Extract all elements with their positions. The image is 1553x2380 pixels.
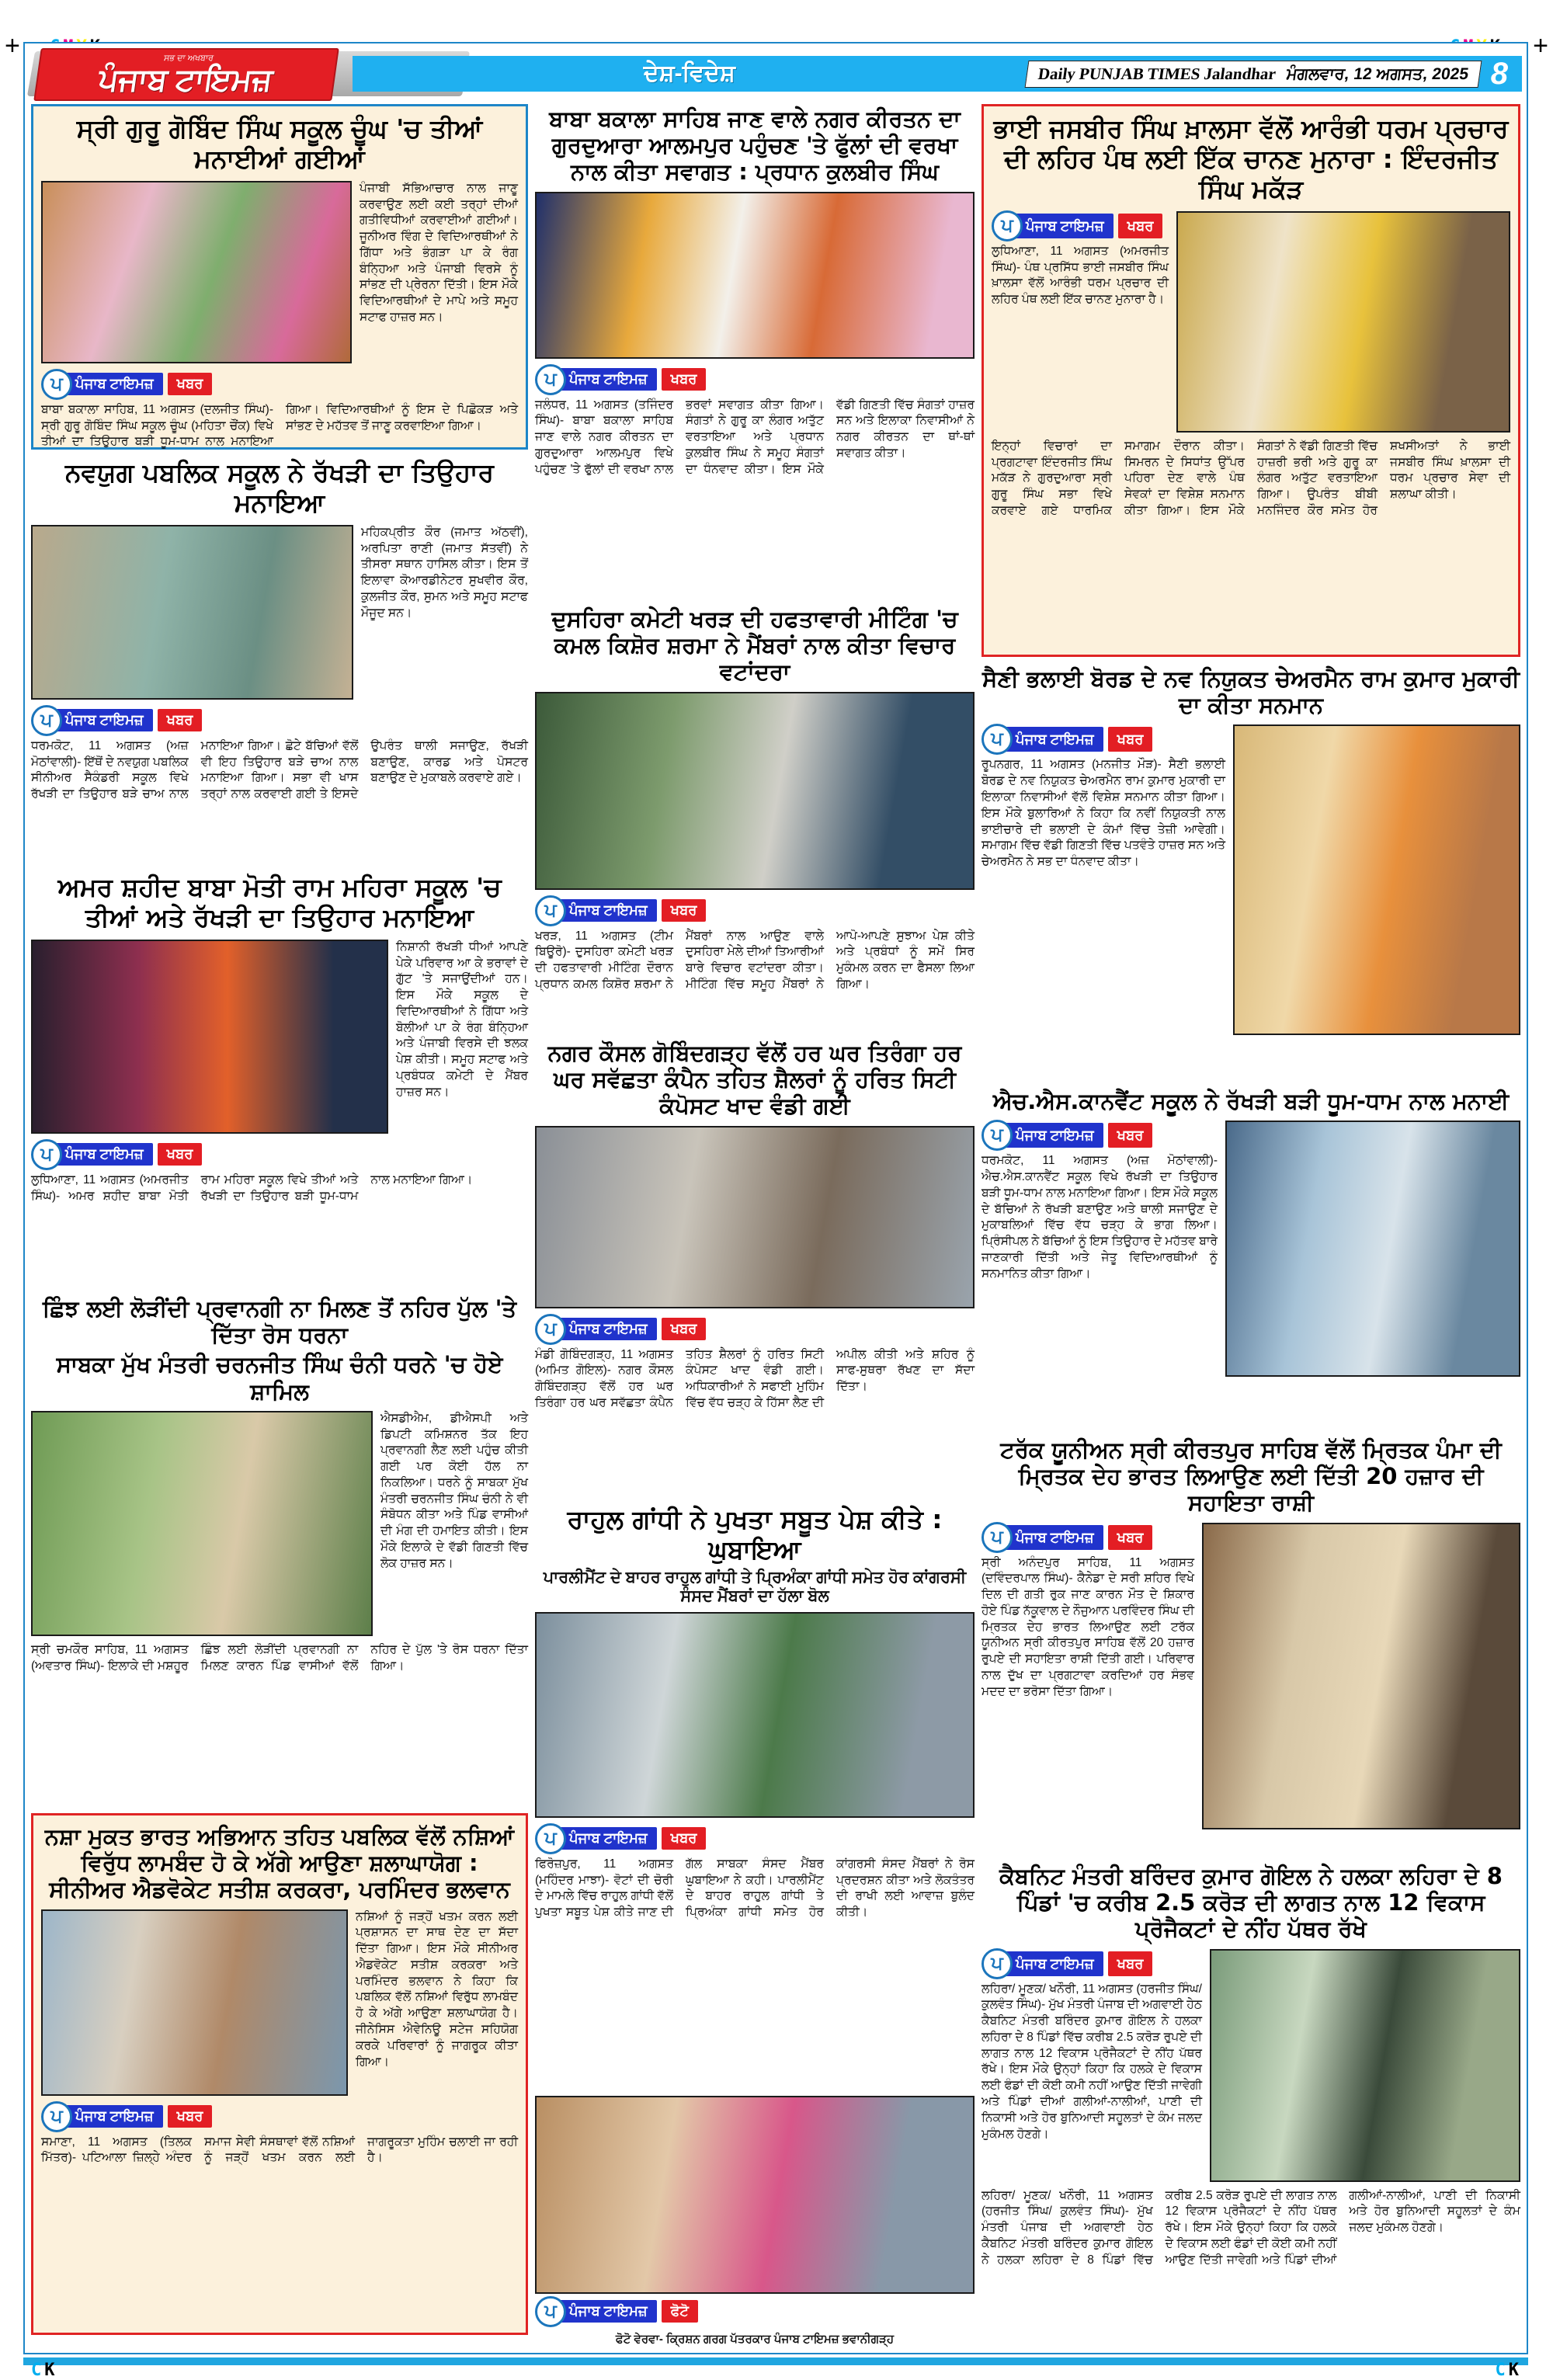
section-title: ਦੇਸ਼-ਵਿਦੇਸ਼ [643,61,735,86]
article-r1-photo [1176,211,1510,433]
column-middle [535,104,975,2345]
article-r1-body: ਇਨ੍ਹਾਂ ਵਿਚਾਰਾਂ ਦਾ ਪ੍ਰਗਟਾਵਾ ਇੰਦਰਜੀਤ ਸਿੰਘ ਮਕੱੜ ਨੇ ਗੁਰਦੁਆਰਾ ਸ੍ਰੀ ਗੁਰੂ ਸਿੰਘ ਸਭਾ ਵਿਖੇ ਕਰਵਾਏ ਗਏ ਧਾਰਮਿਕ ਸਮਾਗਮ ਦੌਰਾਨ ਕੀਤਾ। ਸਿਮਰਨ ਦੇ ਸਿਧਾਂਤ ਉੱਪਰ ਪਹਿਰਾ ਦੇਣ ਵਾਲੇ ਪੰਥ ਸੇਵਕਾਂ ਦਾ ਵਿਸ਼ੇਸ਼ ਸਨਮਾਨ ਕੀਤਾ ਗਿਆ। ਇਸ ਮੌਕੇ ਸੰਗਤਾਂ ਨੇ ਵੱਡੀ ਗਿਣਤੀ ਵਿੱਚ ਹਾਜ਼ਰੀ ਭਰੀ ਅਤੇ ਗੁਰੂ ਕਾ ਲੰਗਰ ਅਤੁੱਟ ਵਰਤਾਇਆ ਗਿਆ। ਉਪਰੰਤ ਬੀਬੀ ਮਨਜਿੰਦਰ ਕੌਰ ਸਮੇਤ ਹੋਰ ਸ਼ਖਸੀਅਤਾਂ ਨੇ ਭਾਈ ਜਸਬੀਰ ਸਿੰਘ ਖ਼ਾਲਸਾ ਦੀ ਧਰਮ ਪ੍ਰਚਾਰ ਸੇਵਾ ਦੀ ਸ਼ਲਾਘਾ ਕੀਤੀ। [992,439,1510,517]
article-r2-photo [1233,724,1520,1035]
article-r5-headline: ਕੈਬਨਿਟ ਮੰਤਰੀ ਬਰਿੰਦਰ ਕੁਮਾਰ ਗੋਇਲ ਨੇ ਹਲਕਾ ਲਹਿਰਾ ਦੇ 8 ਪਿੰਡਾਂ 'ਚ ਕਰੀਬ 2.5 ਕਰੋੜ ਦੀ ਲਾਗਤ ਨਾਲ 12 ਵਿਕਾਸ ਪ੍ਰੋਜੈਕਟਾਂ ਦੇ ਨੀਂਹ ਪੱਥਰ ਰੱਖੇ [999,1863,1503,1943]
article-r3-photo [1225,1121,1520,1377]
article-m3-body: ਮੰਡੀ ਗੋਬਿੰਦਗੜ੍ਹ, 11 ਅਗਸਤ (ਅਮਿਤ ਗੋਇਲ)- ਨਗਰ ਕੌਸਲ ਗੋਬਿੰਦਗੜ੍ਹ ਵੱਲੋਂ ਹਰ ਘਰ ਤਿਰੰਗਾ ਹਰ ਘਰ ਸਵੱਛਤਾ ਕੰਪੈਨ ਤਹਿਤ ਸ਼ੈਲਰਾਂ ਨੂੰ ਹਰਿਤ ਸਿਟੀ ਕੰਪੋਸਟ ਖਾਦ ਵੰਡੀ ਗਈ। ਅਧਿਕਾਰੀਆਂ ਨੇ ਸਫਾਈ ਮੁਹਿੰਮ ਵਿੱਚ ਵੱਧ ਚੜ੍ਹ ਕੇ ਹਿੱਸਾ ਲੈਣ ਦੀ ਅਪੀਲ ਕੀਤੀ ਅਤੇ ਸ਼ਹਿਰ ਨੂੰ ਸਾਫ-ਸੁਥਰਾ ਰੱਖਣ ਦਾ ਸੱਦਾ ਦਿੱਤਾ। [535,1347,975,1409]
article-r5-lede: ਲਹਿਰਾ/ ਮੂਣਕ/ ਖਨੌਰੀ, 11 ਅਗਸਤ (ਹਰਜੀਤ ਸਿੰਘ/ ਕੁਲਵੰਤ ਸਿੰਘ)- ਮੁੱਖ ਮੰਤਰੀ ਪੰਜਾਬ ਦੀ ਅਗਵਾਈ ਹੇਠ ਕੈਬਨਿਟ ਮੰਤਰੀ ਬਰਿੰਦਰ ਕੁਮਾਰ ਗੋਇਲ ਨੇ ਹਲਕਾ ਲਹਿਰਾ ਦੇ 8 ਪਿੰਡਾਂ ਵਿੱਚ ਕਰੀਬ 2.5 ਕਰੋੜ ਰੁਪਏ ਦੀ ਲਾਗਤ ਨਾਲ 12 ਵਿਕਾਸ ਪ੍ਰੋਜੈਕਟਾਂ ਦੇ ਨੀਂਹ ਪੱਥਰ ਰੱਖੇ। ਇਸ ਮੌਕੇ ਉਨ੍ਹਾਂ ਕਿਹਾ ਕਿ ਹਲਕੇ ਦੇ ਵਿਕਾਸ ਲਈ ਫੰਡਾਂ ਦੀ ਕੋਈ ਕਮੀ ਨਹੀਂ ਆਉਣ ਦਿੱਤੀ ਜਾਵੇਗੀ ਅਤੇ ਪਿੰਡਾਂ ਦੀਆਂ ਗਲੀਆਂ-ਨਾਲੀਆਂ, ਪਾਣੀ ਦੀ ਨਿਕਾਸੀ ਅਤੇ ਹੋਰ ਬੁਨਿਆਦੀ ਸਹੂਲਤਾਂ ਦੇ ਕੰਮ ਜਲਦ ਮੁਕੰਮਲ ਹੋਣਗੇ। [981,1982,1202,2141]
badge-news: ਖਬਰ [1108,727,1153,752]
badge-news: ਖਬਰ [1108,1123,1153,1148]
article-l1-body: ਬਾਬਾ ਬਕਾਲਾ ਸਾਹਿਬ, 11 ਅਗਸਤ (ਦਲਜੀਤ ਸਿੰਘ)- ਸ੍ਰੀ ਗੁਰੂ ਗੋਬਿੰਦ ਸਿੰਘ ਸਕੂਲ ਚੂੰਘ (ਮਹਿਤਾ ਚੌਂਕ) ਵਿਖੇ ਤੀਆਂ ਦਾ ਤਿਉਹਾਰ ਬੜੀ ਧੂਮ-ਧਾਮ ਨਾਲ ਮਨਾਇਆ ਗਿਆ। ਵਿਦਿਆਰਥੀਆਂ ਨੂੰ ਇਸ ਦੇ ਪਿਛੋਕੜ ਅਤੇ ਸਾਂਭਣ ਦੇ ਮਹੱਤਵ ਤੋਂ ਜਾਣੂ ਕਰਵਾਇਆ ਗਿਆ। [41,402,518,449]
article-m2-photo [535,692,975,890]
article-l2-body: ਧਰਮਕੋਟ, 11 ਅਗਸਤ (ਅਜ਼ ਮੋਠਾਂਵਾਲੀ)- ਇੱਥੋਂ ਦੇ ਨਵਯੁਗ ਪਬਲਿਕ ਸੀਨੀਅਰ ਸੈਕੰਡਰੀ ਸਕੂਲ ਵਿਖੇ ਰੱਖੜੀ ਦਾ ਤਿਉਹਾਰ ਬੜੇ ਚਾਅ ਨਾਲ ਮਨਾਇਆ ਗਿਆ। ਛੋਟੇ ਬੱਚਿਆਂ ਵੱਲੋਂ ਵੀ ਇਹ ਤਿਉਹਾਰ ਬੜੇ ਚਾਅ ਨਾਲ ਮਨਾਇਆ ਗਿਆ। ਸਭਾ ਵੀ ਖਾਸ ਤਰ੍ਹਾਂ ਨਾਲ ਕਰਵਾਈ ਗਈ ਤੇ ਇਸਦੇ ਉਪਰੰਤ ਥਾਲੀ ਸਜਾਉਣ, ਰੱਖੜੀ ਬਣਾਉਣ, ਕਾਰਡ ਅਤੇ ਪੋਸਟਰ ਬਣਾਉਣ ਦੇ ਮੁਕਾਬਲੇ ਕਰਵਾਏ ਗਏ। [31,738,528,801]
section-bar [353,56,1522,92]
badge-news: ਖਬਰ [168,2105,213,2128]
article-r1-sidetext [992,211,1169,433]
ck-mark-bottom-left: CK [31,2361,58,2380]
punjab-times-news-badge [535,367,706,393]
article-r1-lede: ਲੁਧਿਆਣਾ, 11 ਅਗਸਤ (ਅਮਰਜੀਤ ਸਿੰਘ)- ਪੰਥ ਪ੍ਰਸਿੱਧ ਭਾਈ ਜਸਬੀਰ ਸਿੰਘ ਖ਼ਾਲਸਾ ਵੱਲੋਂ ਆਰੰਭੀ ਧਰਮ ਪ੍ਰਚਾਰ ਦੀ ਲਹਿਰ ਪੰਥ ਲਈ ਇੱਕ ਚਾਨਣ ਮੁਨਾਰਾ ਹੈ। [992,244,1169,307]
article-l3-sidetext: ਨਿਸ਼ਾਨੀ ਰੱਖੜੀ ਧੀਆਂ ਆਪਣੇ ਪੇਕੇ ਪਰਿਵਾਰ ਆ ਕੇ ਭਰਾਵਾਂ ਦੇ ਗੁੱਟ 'ਤੇ ਸਜਾਉਂਦੀਆਂ ਹਨ। ਇਸ ਮੌਕੇ ਸਕੂਲ ਦੇ ਵਿਦਿਆਰਥੀਆਂ ਨੇ ਗਿੱਧਾ ਅਤੇ ਬੋਲੀਆਂ ਪਾ ਕੇ ਰੰਗ ਬੰਨ੍ਹਿਆ ਅਤੇ ਪੰਜਾਬੀ ਵਿਰਸੇ ਦੀ ਝਲਕ ਪੇਸ਼ ਕੀਤੀ। ਸਮੂਹ ਸਟਾਫ ਅਤੇ ਪ੍ਰਬੰਧਕ ਕਮੇਟੀ ਦੇ ਮੈਂਬਰ ਹਾਜ਼ਰ ਸਨ। [396,940,528,1099]
article-l1-headline: ਸ੍ਰੀ ਗੁਰੂ ਗੋਬਿੰਦ ਸਿੰਘ ਸਕੂਲ ਚੂੰਘ 'ਚ ਤੀਆਂ ਮਨਾਈਆਂ ਗਈਆਂ [76,113,483,174]
article-m4 [535,1503,975,2346]
article-r3-sidetext [981,1121,1218,1377]
badge-news: ਖਬਰ [1118,214,1163,238]
article-m4-subhead: ਪਾਰਲੀਮੈਂਟ ਦੇ ਬਾਹਰ ਰਾਹੁਲ ਗਾਂਧੀ ਤੇ ਪ੍ਰਿਅੰਕਾ ਗਾਂਧੀ ਸਮੇਤ ਹੋਰ ਕਾਂਗਰਸੀ ਸੰਸਦ ਮੈਂਬਰਾਂ ਦਾ ਹੱਲਾ ਬੋਲ [543,1568,967,1605]
masthead-tagline: ਸਭ ਦਾ ਅਖਬਾਰ [163,53,214,63]
article-m4-photo [535,1612,975,1818]
punjab-times-logo-icon: ਪ [535,2296,566,2327]
article-r5-body: ਲਹਿਰਾ/ ਮੂਣਕ/ ਖਨੌਰੀ, 11 ਅਗਸਤ (ਹਰਜੀਤ ਸਿੰਘ/ ਕੁਲਵੰਤ ਸਿੰਘ)- ਮੁੱਖ ਮੰਤਰੀ ਪੰਜਾਬ ਦੀ ਅਗਵਾਈ ਹੇਠ ਕੈਬਨਿਟ ਮੰਤਰੀ ਬਰਿੰਦਰ ਕੁਮਾਰ ਗੋਇਲ ਨੇ ਹਲਕਾ ਲਹਿਰਾ ਦੇ 8 ਪਿੰਡਾਂ ਵਿੱਚ ਕਰੀਬ 2.5 ਕਰੋੜ ਰੁਪਏ ਦੀ ਲਾਗਤ ਨਾਲ 12 ਵਿਕਾਸ ਪ੍ਰੋਜੈਕਟਾਂ ਦੇ ਨੀਂਹ ਪੱਥਰ ਰੱਖੇ। ਇਸ ਮੌਕੇ ਉਨ੍ਹਾਂ ਕਿਹਾ ਕਿ ਹਲਕੇ ਦੇ ਵਿਕਾਸ ਲਈ ਫੰਡਾਂ ਦੀ ਕੋਈ ਕਮੀ ਨਹੀਂ ਆਉਣ ਦਿੱਤੀ ਜਾਵੇਗੀ ਅਤੇ ਪਿੰਡਾਂ ਦੀਆਂ ਗਲੀਆਂ-ਨਾਲੀਆਂ, ਪਾਣੀ ਦੀ ਨਿਕਾਸੀ ਅਤੇ ਹੋਰ ਬੁਨਿਆਦੀ ਸਹੂਲਤਾਂ ਦੇ ਕੰਮ ਜਲਦ ਮੁਕੰਮਲ ਹੋਣਗੇ। [981,2188,1520,2267]
article-r2-lede: ਰੂਪਨਗਰ, 11 ਅਗਸਤ (ਮਨਜੀਤ ਮੌੜ)- ਸੈਣੀ ਭਲਾਈ ਬੋਰਡ ਦੇ ਨਵ ਨਿਯੁਕਤ ਚੇਅਰਮੈਨ ਰਾਮ ਕੁਮਾਰ ਮੁਕਾਰੀ ਦਾ ਇਲਾਕਾ ਨਿਵਾਸੀਆਂ ਵੱਲੋਂ ਵਿਸ਼ੇਸ਼ ਸਨਮਾਨ ਕੀਤਾ ਗਿਆ। ਇਸ ਮੌਕੇ ਬੁਲਾਰਿਆਂ ਨੇ ਕਿਹਾ ਕਿ ਨਵੀਂ ਨਿਯੁਕਤੀ ਨਾਲ ਭਾਈਚਾਰੇ ਦੀ ਭਲਾਈ ਦੇ ਕੰਮਾਂ ਵਿੱਚ ਤੇਜ਼ੀ ਆਵੇਗੀ। ਸਮਾਗਮ ਵਿੱਚ ਵੱਡੀ ਗਿਣਤੀ ਵਿੱਚ ਪਤਵੰਤੇ ਹਾਜ਼ਰ ਸਨ ਅਤੇ ਚੇਅਰਮੈਨ ਨੇ ਸਭ ਦਾ ਧੰਨਵਾਦ ਕੀਤਾ। [981,758,1225,869]
masthead [33,48,339,101]
article-r2-headline: ਸੈਣੀ ਭਲਾਈ ਬੋਰਡ ਦੇ ਨਵ ਨਿਯੁਕਤ ਚੇਅਰਮੈਨ ਰਾਮ ਕੁਮਾਰ ਮੁਕਾਰੀ ਦਾ ਕੀਤਾ ਸਨਮਾਨ [982,665,1520,719]
article-m2-body: ਖਰੜ, 11 ਅਗਸਤ (ਟੀਮ ਬਿਊਰੋ)- ਦੁਸਹਿਰਾ ਕਮੇਟੀ ਖਰੜ ਦੀ ਹਫਤਾਵਾਰੀ ਮੀਟਿੰਗ ਦੌਰਾਨ ਪ੍ਰਧਾਨ ਕਮਲ ਕਿਸ਼ੋਰ ਸ਼ਰਮਾ ਨੇ ਮੈਂਬਰਾਂ ਨਾਲ ਆਉਣ ਵਾਲੇ ਦੁਸਹਿਰਾ ਮੇਲੇ ਦੀਆਂ ਤਿਆਰੀਆਂ ਬਾਰੇ ਵਿਚਾਰ ਵਟਾਂਦਰਾ ਕੀਤਾ। ਮੀਟਿੰਗ ਵਿੱਚ ਸਮੂਹ ਮੈਂਬਰਾਂ ਨੇ ਆਪੋ-ਆਪਣੇ ਸੁਝਾਅ ਪੇਸ਼ ਕੀਤੇ ਅਤੇ ਪ੍ਰਬੰਧਾਂ ਨੂੰ ਸਮੇਂ ਸਿਰ ਮੁਕੰਮਲ ਕਰਨ ਦਾ ਫੈਸਲਾ ਲਿਆ ਗਿਆ। [535,929,975,991]
article-m1-photo [535,192,975,359]
bottom-rule [23,2357,1528,2365]
article-l4-photo [31,1411,373,1636]
article-l2-photo [31,525,353,700]
punjab-times-photo-badge [535,2298,698,2325]
punjab-times-news-badge [535,898,706,924]
article-r4-photo [1202,1523,1520,1829]
badge-brand: ਪੰਜਾਬ ਟਾਇਮਜ਼ [1013,214,1114,238]
article-l4-body: ਸ੍ਰੀ ਚਮਕੌਰ ਸਾਹਿਬ, 11 ਅਗਸਤ (ਅਵਤਾਰ ਸਿੰਘ)- ਇਲਾਕੇ ਦੀ ਮਸ਼ਹੂਰ ਛਿੰਝ ਲਈ ਲੋੜੀਂਦੀ ਪ੍ਰਵਾਨਗੀ ਨਾ ਮਿਲਣ ਕਾਰਨ ਪਿੰਡ ਵਾਸੀਆਂ ਵੱਲੋਂ ਨਹਿਰ ਦੇ ਪੁੱਲ 'ਤੇ ਰੋਸ ਧਰਨਾ ਦਿੱਤਾ ਗਿਆ। [31,1642,528,1673]
badge-news: ਖਬਰ [158,1143,203,1166]
article-l1-sidetext: ਪੰਜਾਬੀ ਸੱਭਿਆਚਾਰ ਨਾਲ ਜਾਣੂ ਕਰਵਾਉਣ ਲਈ ਕਈ ਤਰ੍ਹਾਂ ਦੀਆਂ ਗਤੀਵਿਧੀਆਂ ਕਰਵਾਈਆਂ ਗਈਆਂ। ਜੂਨੀਅਰ ਵਿੰਗ ਦੇ ਵਿਦਿਆਰਥੀਆਂ ਨੇ ਗਿੱਧਾ ਅਤੇ ਭੰਗੜਾ ਪਾ ਕੇ ਰੰਗ ਬੰਨ੍ਹਿਆ ਅਤੇ ਪੰਜਾਬੀ ਵਿਰਸੇ ਨੂੰ ਸਾਂਭਣ ਦੀ ਪ੍ਰੇਰਨਾ ਦਿੱਤੀ। ਇਸ ਮੌਕੇ ਵਿਦਿਆਰਥੀਆਂ ਦੇ ਮਾਪੇ ਅਤੇ ਸਮੂਹ ਸਟਾਫ ਹਾਜ਼ਰ ਸਨ। [360,181,518,324]
article-m4-body: ਫਿਰੋਜ਼ਪੁਰ, 11 ਅਗਸਤ (ਮਹਿੰਦਰ ਮਾਝਾ)- ਵੋਟਾਂ ਦੀ ਚੋਰੀ ਦੇ ਮਾਮਲੇ ਵਿੱਚ ਰਾਹੁਲ ਗਾਂਧੀ ਵੱਲੋਂ ਪੁਖਤਾ ਸਬੂਤ ਪੇਸ਼ ਕੀਤੇ ਜਾਣ ਦੀ ਗੱਲ ਸਾਬਕਾ ਸੰਸਦ ਮੈਂਬਰ ਘੁਬਾਇਆ ਨੇ ਕਹੀ। ਪਾਰਲੀਮੈਂਟ ਦੇ ਬਾਹਰ ਰਾਹੁਲ ਗਾਂਧੀ ਤੇ ਪ੍ਰਿਅੰਕਾ ਗਾਂਧੀ ਸਮੇਤ ਹੋਰ ਕਾਂਗਰਸੀ ਸੰਸਦ ਮੈਂਬਰਾਂ ਨੇ ਰੋਸ ਪ੍ਰਦਰਸ਼ਨ ਕੀਤਾ ਅਤੇ ਲੋਕਤੰਤਰ ਦੀ ਰਾਖੀ ਲਈ ਆਵਾਜ਼ ਬੁਲੰਦ ਕੀਤੀ। [535,1857,975,1920]
badge-brand: ਪੰਜਾਬ ਟਾਇਮਜ਼ [1003,727,1103,752]
punjab-times-news-badge [981,1951,1152,1977]
article-r2-sidetext [981,724,1225,1035]
edition-date: ਮੰਗਲਵਾਰ, 12 ਅਗਸਤ, 2025 [1285,64,1470,82]
badge-brand: ਪੰਜਾਬ ਟਾਇਮਜ਼ [1003,1525,1103,1550]
punjab-times-news-badge [535,1826,706,1852]
column-right [981,104,1520,2345]
badge-news: ਖਬਰ [1108,1951,1153,1976]
article-m3-photo [535,1126,975,1308]
article-m1 [535,104,975,597]
article-l5-body: ਸਮਾਣਾ, 11 ਅਗਸਤ (ਤਿਲਕ ਮਿੱਤਰ)- ਪਟਿਆਲਾ ਜ਼ਿਲ੍ਹੇ ਅੰਦਰ ਸਮਾਜ ਸੇਵੀ ਸੰਸਥਾਵਾਂ ਵੱਲੋਂ ਨਸ਼ਿਆਂ ਨੂੰ ਜੜ੍ਹੋਂ ਖਤਮ ਕਰਨ ਲਈ ਜਾਗਰੂਕਤਾ ਮੁਹਿੰਮ ਚਲਾਈ ਜਾ ਰਹੀ ਹੈ। [41,2135,518,2165]
article-r4 [981,1435,1520,1854]
article-m3 [535,1038,975,1496]
badge-brand: ਪੰਜਾਬ ਟਾਇਮਜ਼ [1003,1951,1103,1976]
column-left [31,104,528,2345]
article-r5-photo [1210,1949,1520,2182]
article-r5 [981,1861,1520,2339]
article-l2 [31,457,528,864]
punjab-times-news-badge [41,2104,212,2130]
article-l5-photo [41,1909,348,2096]
article-m4-photo-caption: ਫੋਟੋ ਵੇਰਵਾ- ਕ੍ਰਿਸ਼ਨ ਗਰਗ ਪੱਤਰਕਾਰ ਪੰਜਾਬ ਟਾਇਮਜ਼ ਭਵਾਨੀਗੜ੍ਹ [615,2332,895,2346]
article-r2 [981,664,1520,1079]
article-l1 [31,104,528,450]
badge-photo: ਫੋਟੋ [662,2300,698,2323]
ck-mark-bottom-right: CK [1495,2361,1522,2380]
punjab-times-logo-icon: ਪ [992,210,1023,241]
article-m1-headline: ਬਾਬਾ ਬਕਾਲਾ ਸਾਹਿਬ ਜਾਣ ਵਾਲੇ ਨਗਰ ਕੀਰਤਨ ਦਾ ਗੁਰਦੁਆਰਾ ਆਲਮਪੁਰ ਪਹੁੰਚਣ 'ਤੇ ਫੁੱਲਾਂ ਦੀ ਵਰਖਾ ਨਾਲ ਕੀਤਾ ਸਵਾਗਤ : ਪ੍ਰਧਾਨ ਕੁਲਬੀਰ ਸਿੰਘ [549,106,961,186]
punjab-times-logo-icon: ਪ [535,364,566,395]
article-l5-headline: ਨਸ਼ਾ ਮੁਕਤ ਭਾਰਤ ਅਭਿਆਨ ਤਹਿਤ ਪਬਲਿਕ ਵੱਲੋਂ ਨਸ਼ਿਆਂ ਵਿਰੁੱਧ ਲਾਮਬੰਦ ਹੋ ਕੇ ਅੱਗੇ ਆਉਣਾ ਸ਼ਲਾਘਾਯੋਗ : ਸੀਨੀਅਰ ਐਡਵੋਕੇਟ ਸਤੀਸ਼ ਕਰਕਰਾ, ਪਰਮਿੰਦਰ ਭਲਵਾਨ [44,1823,515,1903]
article-m1-body: ਜਲੰਧਰ, 11 ਅਗਸਤ (ਤਜਿੰਦਰ ਸਿੰਘ)- ਬਾਬਾ ਬਕਾਲਾ ਸਾਹਿਬ ਜਾਣ ਵਾਲੇ ਨਗਰ ਕੀਰਤਨ ਦਾ ਗੁਰਦੁਆਰਾ ਆਲਮਪੁਰ ਵਿਖੇ ਪਹੁੰਚਣ 'ਤੇ ਫੁੱਲਾਂ ਦੀ ਵਰਖਾ ਨਾਲ ਭਰਵਾਂ ਸਵਾਗਤ ਕੀਤਾ ਗਿਆ। ਸੰਗਤਾਂ ਨੇ ਗੁਰੂ ਕਾ ਲੰਗਰ ਅਤੁੱਟ ਵਰਤਾਇਆ ਅਤੇ ਪ੍ਰਧਾਨ ਕੁਲਬੀਰ ਸਿੰਘ ਨੇ ਸਮੂਹ ਸੰਗਤਾਂ ਦਾ ਧੰਨਵਾਦ ਕੀਤਾ। ਇਸ ਮੌਕੇ ਵੱਡੀ ਗਿਣਤੀ ਵਿੱਚ ਸੰਗਤਾਂ ਹਾਜ਼ਰ ਸਨ ਅਤੇ ਇਲਾਕਾ ਨਿਵਾਸੀਆਂ ਨੇ ਨਗਰ ਕੀਰਤਨ ਦਾ ਥਾਂ-ਥਾਂ ਸਵਾਗਤ ਕੀਤਾ। [535,398,975,476]
badge-news: ਖਬਰ [662,368,707,391]
punjab-times-logo-icon: ਪ [981,1120,1013,1151]
edition-name: Daily PUNJAB TIMES Jalandhar [1037,64,1277,83]
punjab-times-logo-icon: ਪ [31,1139,62,1170]
punjab-times-news-badge [535,1316,706,1343]
reg-cross-top-right: + [1533,31,1548,61]
article-m2 [535,604,975,1031]
badge-brand: ਪੰਜਾਬ ਟਾਇਮਜ਼ [557,2300,657,2323]
page-frame [23,42,1528,2354]
article-m4-headline: ਰਾਹੁਲ ਗਾਂਧੀ ਨੇ ਪੁਖਤਾ ਸਬੂਤ ਪੇਸ਼ ਕੀਤੇ : ਘੁਬਾਇਆ [567,1504,943,1565]
badge-brand: ਪੰਜਾਬ ਟਾਇਮਜ਼ [63,373,163,395]
article-l4-subhead: ਸਾਬਕਾ ਮੁੱਖ ਮੰਤਰੀ ਚਰਨਜੀਤ ਸਿੰਘ ਚੰਨੀ ਧਰਨੇ 'ਚ ਹੋਏ ਸ਼ਾਮਿਲ [56,1351,503,1405]
article-r4-lede: ਸ੍ਰੀ ਅਨੰਦਪੁਰ ਸਾਹਿਬ, 11 ਅਗਸਤ (ਦਵਿੰਦਰਪਾਲ ਸਿੰਘ)- ਕੈਨੇਡਾ ਦੇ ਸਰੀ ਸ਼ਹਿਰ ਵਿਖੇ ਦਿਲ ਦੀ ਗਤੀ ਰੁਕ ਜਾਣ ਕਾਰਨ ਮੌਤ ਦੇ ਸ਼ਿਕਾਰ ਹੋਏ ਪਿੰਡ ਨੱਕੂਵਾਲ ਦੇ ਨੌਜੁਆਨ ਪਰਵਿੰਦਰ ਸਿੰਘ ਦੀ ਮ੍ਰਿਤਕ ਦੇਹ ਭਾਰਤ ਲਿਆਉਣ ਲਈ ਟਰੱਕ ਯੂਨੀਅਨ ਸ੍ਰੀ ਕੀਰਤਪੁਰ ਸਾਹਿਬ ਵੱਲੋਂ 20 ਹਜ਼ਾਰ ਰੁਪਏ ਦੀ ਸਹਾਇਤਾ ਰਾਸ਼ੀ ਦਿੱਤੀ ਗਈ। ਪਰਿਵਾਰ ਨਾਲ ਦੁੱਖ ਦਾ ਪ੍ਰਗਟਾਵਾ ਕਰਦਿਆਂ ਹਰ ਸੰਭਵ ਮਦਦ ਦਾ ਭਰੋਸਾ ਦਿੱਤਾ ਗਿਆ। [981,1555,1194,1698]
edition-box [1024,61,1482,88]
badge-brand: ਪੰਜਾਬ ਟਾਇਮਜ਼ [63,2105,163,2128]
punjab-times-logo-icon: ਪ [535,1314,566,1345]
article-l3-headline: ਅਮਰ ਸ਼ਹੀਦ ਬਾਬਾ ਮੋਤੀ ਰਾਮ ਮਹਿਰਾ ਸਕੂਲ 'ਚ ਤੀਆਂ ਅਤੇ ਰੱਖੜੀ ਦਾ ਤਿਉਹਾਰ ਮਨਾਇਆ [57,872,502,933]
punjab-times-news-badge [31,707,202,734]
punjab-times-logo-icon: ਪ [981,1522,1013,1553]
article-r5-sidetext [981,1949,1202,2182]
article-r3-headline: ਐਚ.ਐਸ.ਕਾਨਵੈਂਟ ਸਕੂਲ ਨੇ ਰੱਖੜੀ ਬੜੀ ਧੂਮ-ਧਾਮ ਨਾਲ ਮਨਾਈ [992,1088,1510,1114]
punjab-times-news-badge [992,213,1162,239]
punjab-times-logo-icon: ਪ [41,369,72,400]
article-l3-photo [31,940,388,1134]
article-r3-lede: ਧਰਮਕੋਟ, 11 ਅਗਸਤ (ਅਜ਼ ਮੋਠਾਂਵਾਲੀ)- ਐਚ.ਐਸ.ਕਾਨਵੈਂਟ ਸਕੂਲ ਵਿਖੇ ਰੱਖੜੀ ਦਾ ਤਿਉਹਾਰ ਬੜੀ ਧੂਮ-ਧਾਮ ਨਾਲ ਮਨਾਇਆ ਗਿਆ। ਇਸ ਮੌਕੇ ਸਕੂਲ ਦੇ ਬੱਚਿਆਂ ਨੇ ਰੱਖੜੀ ਬਣਾਉਣ ਅਤੇ ਥਾਲੀ ਸਜਾਉਣ ਦੇ ਮੁਕਾਬਲਿਆਂ ਵਿੱਚ ਵੱਧ ਚੜ੍ਹ ਕੇ ਭਾਗ ਲਿਆ। ਪ੍ਰਿੰਸੀਪਲ ਨੇ ਬੱਚਿਆਂ ਨੂੰ ਇਸ ਤਿਉਹਾਰ ਦੇ ਮਹੱਤਵ ਬਾਰੇ ਜਾਣਕਾਰੀ ਦਿੱਤੀ ਅਤੇ ਜੇਤੂ ਵਿਦਿਆਰਥੀਆਂ ਨੂੰ ਸਨਮਾਨਿਤ ਕੀਤਾ ਗਿਆ। [981,1154,1218,1280]
article-l2-sidetext: ਮਹਿਕਪ੍ਰੀਤ ਕੌਰ (ਜਮਾਤ ਅੱਠਵੀਂ), ਅਰਪਿਤਾ ਰਾਣੀ (ਜਮਾਤ ਸੱਤਵੀਂ) ਨੇ ਤੀਸਰਾ ਸਥਾਨ ਹਾਸਿਲ ਕੀਤਾ। ਇਸ ਤੋਂ ਇਲਾਵਾ ਕੋਆਰਡੀਨੇਟਰ ਸੁਖਵੀਰ ਕੌਰ, ਕੁਲਜੀਤ ਕੌਰ, ਸੁਮਨ ਅਤੇ ਸਮੂਹ ਸਟਾਫ ਮੌਜੂਦ ਸਨ। [361,525,528,620]
badge-brand: ਪੰਜਾਬ ਟਾਇਮਜ਼ [53,709,153,731]
article-r1-headline: ਭਾਈ ਜਸਬੀਰ ਸਿੰਘ ਖ਼ਾਲਸਾ ਵੱਲੋਂ ਆਰੰਭੀ ਧਰਮ ਪ੍ਰਚਾਰ ਦੀ ਲਹਿਰ ਪੰਥ ਲਈ ਇੱਕ ਚਾਨਣ ਮੁਨਾਰਾ : ਇੰਦਰਜੀਤ ਸਿੰਘ ਮਕੱੜ [993,113,1509,204]
badge-brand: ਪੰਜਾਬ ਟਾਇਮਜ਼ [557,899,657,922]
badge-brand: ਪੰਜਾਬ ਟਾਇਮਜ਼ [557,1827,657,1850]
article-m3-headline: ਨਗਰ ਕੌਸਲ ਗੋਬਿੰਦਗੜ੍ਹ ਵੱਲੋਂ ਹਰ ਘਰ ਤਿਰੰਗਾ ਹਰ ਘਰ ਸਵੱਛਤਾ ਕੰਪੈਨ ਤਹਿਤ ਸ਼ੈਲਰਾਂ ਨੂੰ ਹਰਿਤ ਸਿਟੀ ਕੰਪੋਸਟ ਖਾਦ ਵੰਡੀ ਗਈ [547,1040,962,1120]
badge-news: ਖਬਰ [1108,1525,1153,1550]
badge-brand: ਪੰਜਾਬ ਟਾਇਮਜ਼ [557,368,657,391]
article-l4-headline: ਛਿੰਝ ਲਈ ਲੋੜੀਂਦੀ ਪ੍ਰਵਾਨਗੀ ਨਾ ਮਿਲਣ ਤੋਂ ਨਹਿਰ ਪੁੱਲ 'ਤੇ ਦਿੱਤਾ ਰੋਸ ਧਰਨਾ [42,1295,517,1349]
masthead-title: ਪੰਜਾਬ ਟਾਇਮਜ਼ [96,62,276,97]
punjab-times-news-badge [41,371,212,398]
reg-cross-top-left: + [5,31,20,61]
punjab-times-news-badge [981,1524,1152,1551]
punjab-times-news-badge [31,1141,202,1168]
article-l4-sidetext: ਐਸਡੀਐਮ, ਡੀਐਸਪੀ ਅਤੇ ਡਿਪਟੀ ਕਮਿਸ਼ਨਰ ਤੱਕ ਇਹ ਪ੍ਰਵਾਨਗੀ ਲੈਣ ਲਈ ਪਹੁੰਚ ਕੀਤੀ ਗਈ ਪਰ ਕੋਈ ਹੱਲ ਨਾ ਨਿਕਲਿਆ। ਧਰਨੇ ਨੂੰ ਸਾਬਕਾ ਮੁੱਖ ਮੰਤਰੀ ਚਰਨਜੀਤ ਸਿੰਘ ਚੰਨੀ ਨੇ ਵੀ ਸੰਬੋਧਨ ਕੀਤਾ ਅਤੇ ਪਿੰਡ ਵਾਸੀਆਂ ਦੀ ਮੰਗ ਦੀ ਹਮਾਇਤ ਕੀਤੀ। ਇਸ ਮੌਕੇ ਇਲਾਕੇ ਦੇ ਵੱਡੀ ਗਿਣਤੀ ਵਿੱਚ ਲੋਕ ਹਾਜ਼ਰ ਸਨ। [380,1411,528,1570]
page-header [26,45,1525,102]
article-m2-headline: ਦੁਸਹਿਰਾ ਕਮੇਟੀ ਖਰੜ ਦੀ ਹਫਤਾਵਾਰੀ ਮੀਟਿੰਗ 'ਚ ਕਮਲ ਕਿਸ਼ੋਰ ਸ਼ਰਮਾ ਨੇ ਮੈਂਬਰਾਂ ਨਾਲ ਕੀਤਾ ਵਿਚਾਰ ਵਟਾਂਦਰਾ [551,606,958,686]
punjab-times-logo-icon: ਪ [981,724,1013,755]
badge-news: ਖਬਰ [168,373,213,395]
article-r4-headline: ਟਰੱਕ ਯੂਨੀਅਨ ਸ੍ਰੀ ਕੀਰਤਪੁਰ ਸਾਹਿਬ ਵੱਲੋਂ ਮ੍ਰਿਤਕ ਪੰਮਾ ਦੀ ਮ੍ਰਿਤਕ ਦੇਹ ਭਾਰਤ ਲਿਆਉਣ ਲਈ ਦਿੱਤੀ 20 ਹਜ਼ਾਰ ਦੀ ਸਹਾਇਤਾ ਰਾਸ਼ੀ [1000,1437,1502,1517]
article-l3-body: ਲੁਧਿਆਣਾ, 11 ਅਗਸਤ (ਅਮਰਜੀਤ ਸਿੰਘ)- ਅਮਰ ਸ਼ਹੀਦ ਬਾਬਾ ਮੋਤੀ ਰਾਮ ਮਹਿਰਾ ਸਕੂਲ ਵਿਖੇ ਤੀਆਂ ਅਤੇ ਰੱਖੜੀ ਦਾ ਤਿਉਹਾਰ ਬੜੀ ਧੂਮ-ਧਾਮ ਨਾਲ ਮਨਾਇਆ ਗਿਆ। [31,1173,473,1203]
article-l5-sidetext: ਨਸ਼ਿਆਂ ਨੂੰ ਜੜ੍ਹੋਂ ਖਤਮ ਕਰਨ ਲਈ ਪ੍ਰਸ਼ਾਸਨ ਦਾ ਸਾਥ ਦੇਣ ਦਾ ਸੱਦਾ ਦਿੱਤਾ ਗਿਆ। ਇਸ ਮੌਕੇ ਸੀਨੀਅਰ ਐਡਵੋਕੇਟ ਸਤੀਸ਼ ਕਰਕਰਾ ਅਤੇ ਪਰਮਿੰਦਰ ਭਲਵਾਨ ਨੇ ਕਿਹਾ ਕਿ ਪਬਲਿਕ ਵੱਲੋਂ ਨਸ਼ਿਆਂ ਵਿਰੁੱਧ ਲਾਮਬੰਦ ਹੋ ਕੇ ਅੱਗੇ ਆਉਣਾ ਸ਼ਲਾਘਾਯੋਗ ਹੈ। ਜੀਨੇਸਿਸ ਐਵੇਨਿਊ ਸਟੇਜ ਸਹਿਯੋਗ ਕਰਕੇ ਪਰਿਵਾਰਾਂ ਨੂੰ ਜਾਗਰੂਕ ਕੀਤਾ ਗਿਆ। [356,1909,518,2069]
punjab-times-logo-icon: ਪ [535,1823,566,1854]
punjab-times-news-badge [981,726,1152,752]
punjab-times-logo-icon: ਪ [41,2101,72,2132]
article-r4-sidetext [981,1523,1194,1829]
article-l1-photo [41,181,352,363]
article-m4-photo-2 [535,2096,975,2294]
badge-news: ਖਬਰ [662,1827,707,1850]
page-number: 8 [1490,56,1508,91]
article-l3 [31,871,528,1287]
badge-brand: ਪੰਜਾਬ ਟਾਇਮਜ਼ [1003,1123,1103,1148]
punjab-times-logo-icon: ਪ [31,705,62,736]
article-r1 [981,104,1520,657]
article-l2-headline: ਨਵਯੁਗ ਪਬਲਿਕ ਸਕੂਲ ਨੇ ਰੱਖੜੀ ਦਾ ਤਿਉਹਾਰ ਮਨਾਇਆ [64,457,495,518]
punjab-times-logo-icon: ਪ [535,895,566,926]
badge-brand: ਪੰਜਾਬ ਟਾਇਮਜ਼ [53,1143,153,1166]
badge-news: ਖਬਰ [662,1318,707,1340]
article-l4 [31,1294,528,1806]
badge-news: ਖਬਰ [662,899,707,922]
punjab-times-logo-icon: ਪ [981,1948,1013,1979]
article-r3 [981,1086,1520,1428]
badge-news: ਖਬਰ [158,709,203,731]
punjab-times-news-badge [981,1122,1152,1148]
article-l5 [31,1813,528,2335]
badge-brand: ਪੰਜਾਬ ਟਾਇਮਜ਼ [557,1318,657,1340]
